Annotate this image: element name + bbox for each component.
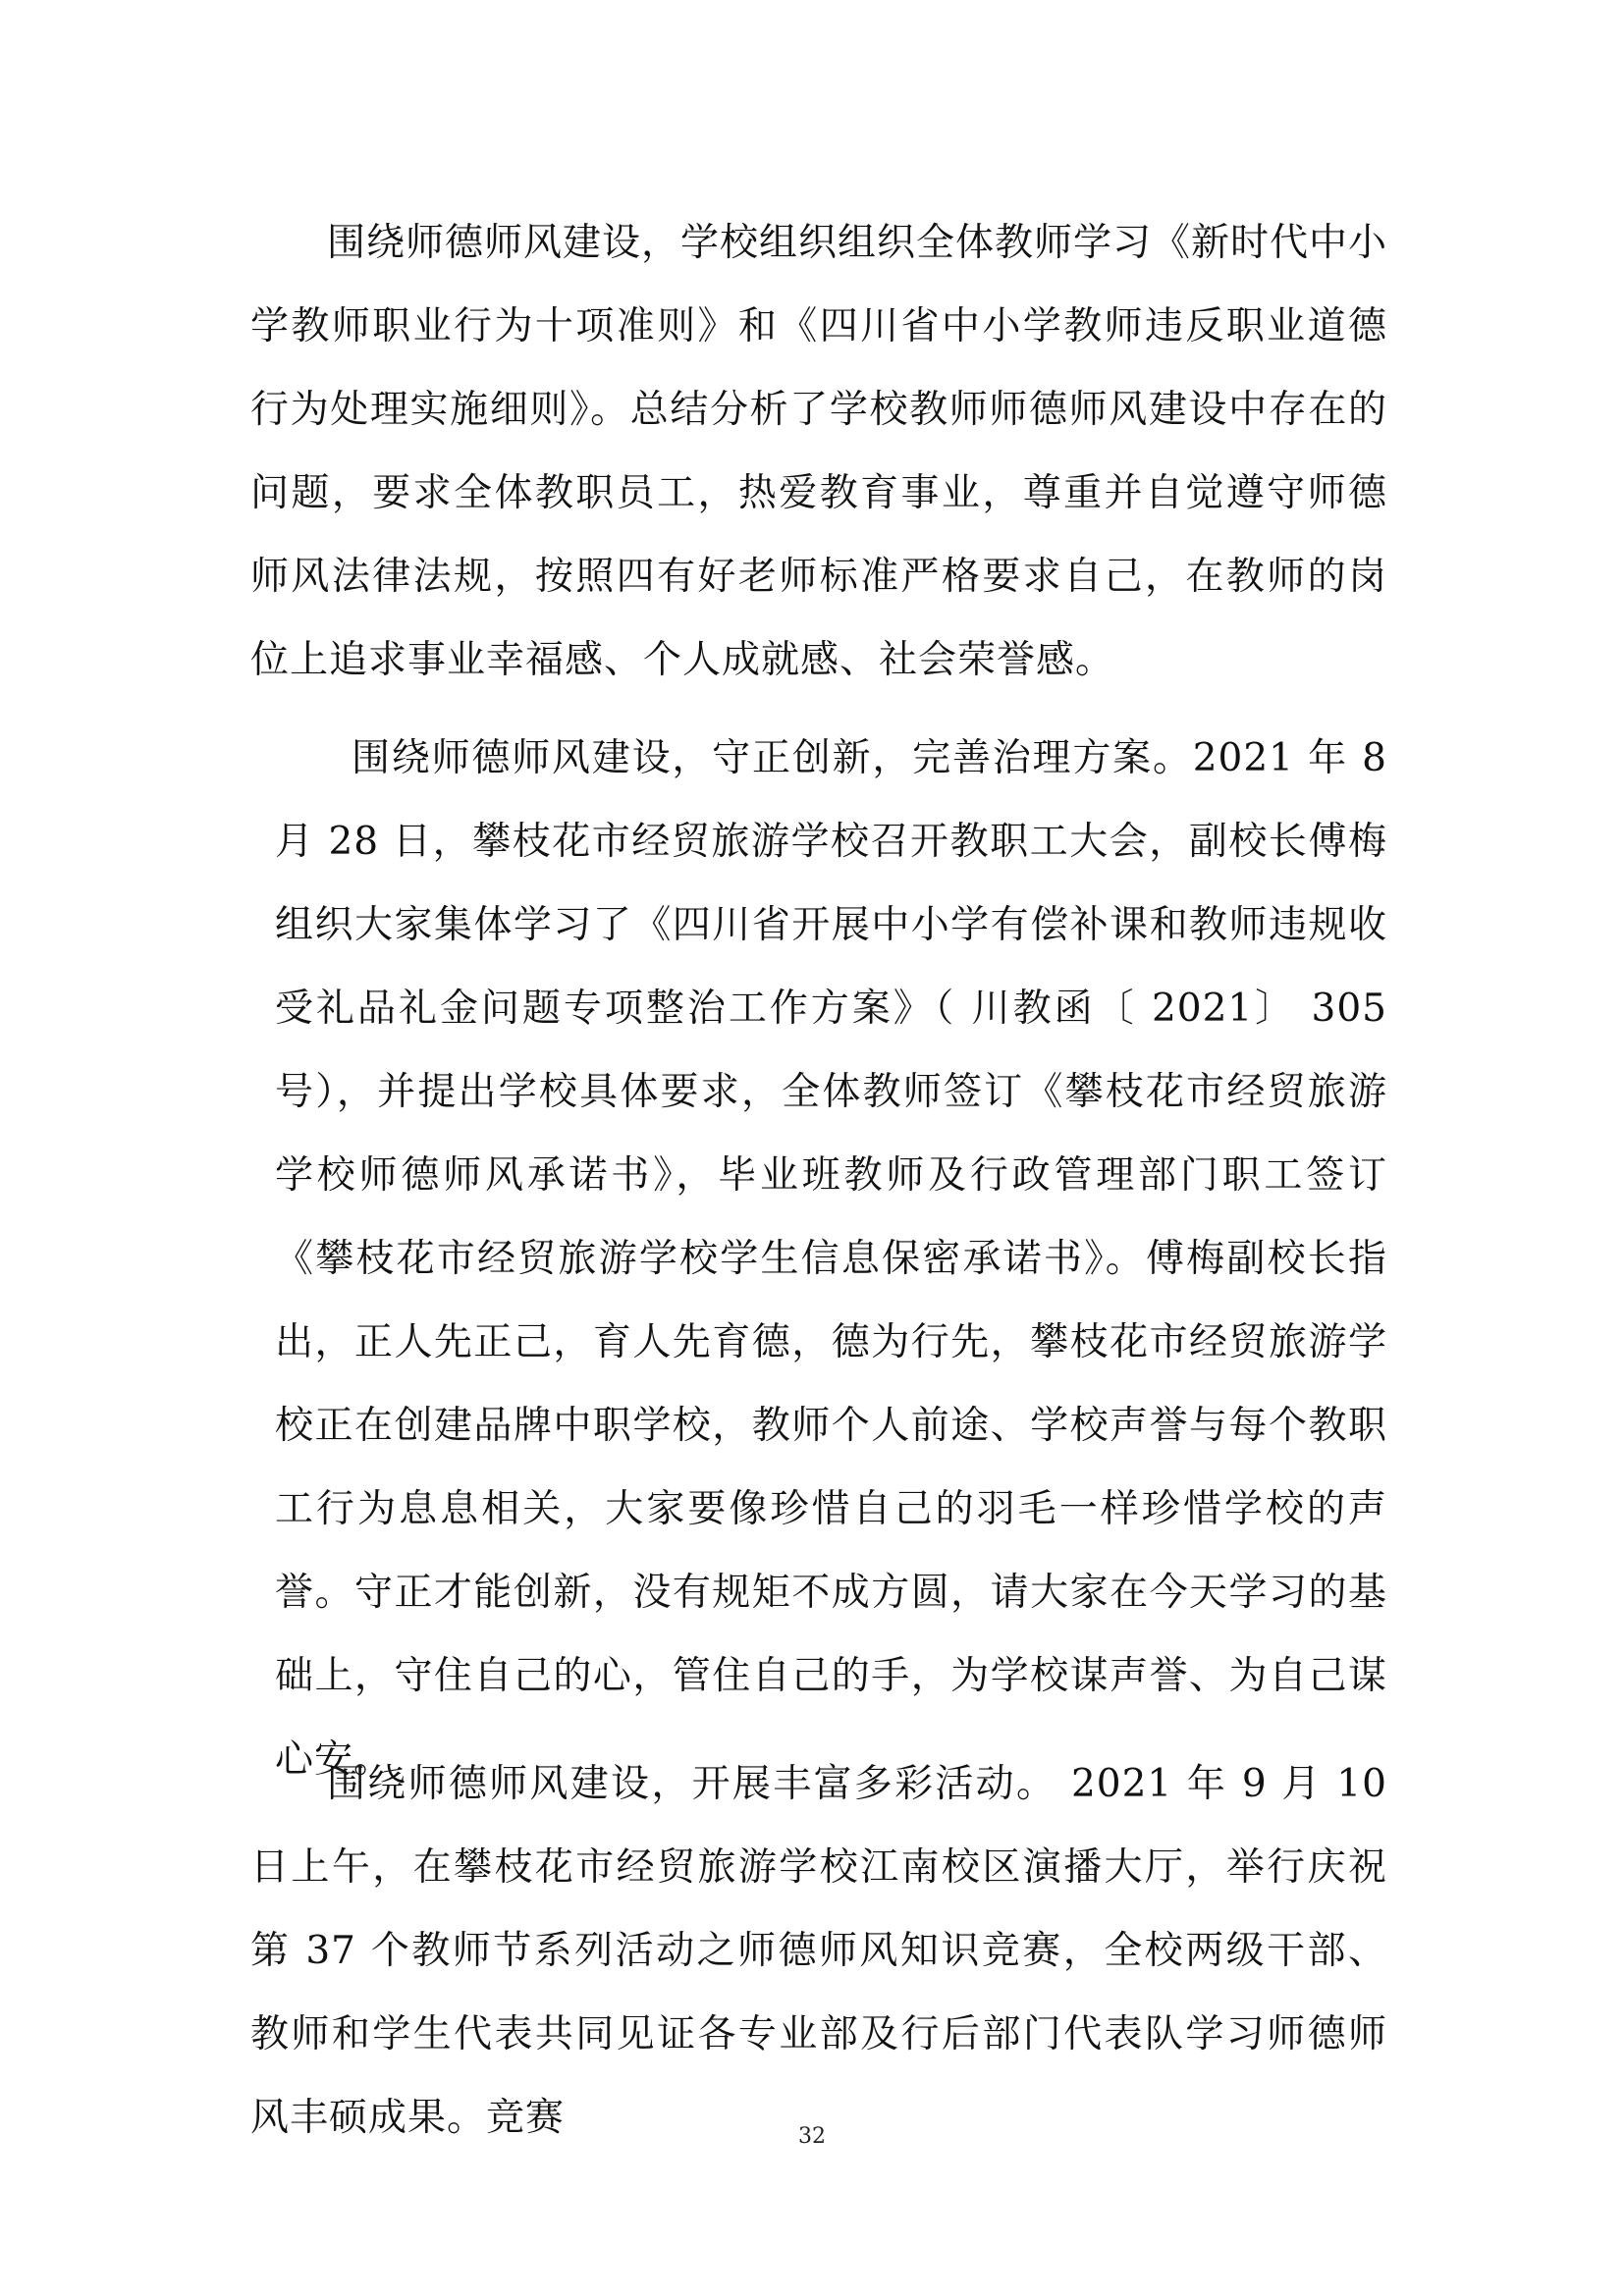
paragraph-teacher-ethics-study: 围绕师德师风建设，学校组织组织全体教师学习《新时代中小学教师职业行为十项准则》和《四川省中小学教师违反职业道德行为处理实施细则》。总结分析了学校教师师德师风建设中存在的问题，要求全体教职员工，热爱教育事业，尊重并自觉遵守师德师风法律法规，按照四有好老师标准严格要求自己，在教师的岗位上追求事业幸福感、个人成就感、社会荣誉感。 [250,221,1388,682]
paragraph-governance-plan: 围绕师德师风建设，守正创新，完善治理方案。2021 年 8 月 28 日，攀枝花市经贸旅游学校召开教职工大会，副校长傅梅组织大家集体学习了《四川省开展中小学有偿补课和教师违规收受礼品礼金问题专项整治工作方案》（ 川教函〔 2021〕 305 号），并提出学校具体要求，全体教师签订《攀枝花市经贸旅游学校师德师风承诺书》，毕业班教师及行政管理部门职工签订《攀枝花市经贸旅游学校学生信息保密承诺书》。傅梅副校长指出，正人先正己，育人先育德，德为行先，攀枝花市经贸旅游学校正在创建品牌中职学校，教师个人前途、学校声誉与每个教职工行为息息相关，大家要像珍惜自己的羽毛一样珍惜学校的声誉。守正才能创新，没有规矩不成方圆，请大家在今天学习的基础上，守住自己的心，管住自己的手，为学校谋声誉、为自己谋心安。 [275,736,1387,1782]
page-number: 32 [798,2124,826,2149]
paragraph-activities: 围绕师德师风建设，开展丰富多彩活动。 2021 年 9 月 10 日上午，在攀枝花市经贸旅游学校江南校区演播大厅，举行庆祝第 37 个教师节系列活动之师德师风知识竞赛，全校两级干部、教师和学生代表共同见证各专业部及行后部门代表队学习师德师风丰硕成果。竞赛 [250,1762,1387,2140]
